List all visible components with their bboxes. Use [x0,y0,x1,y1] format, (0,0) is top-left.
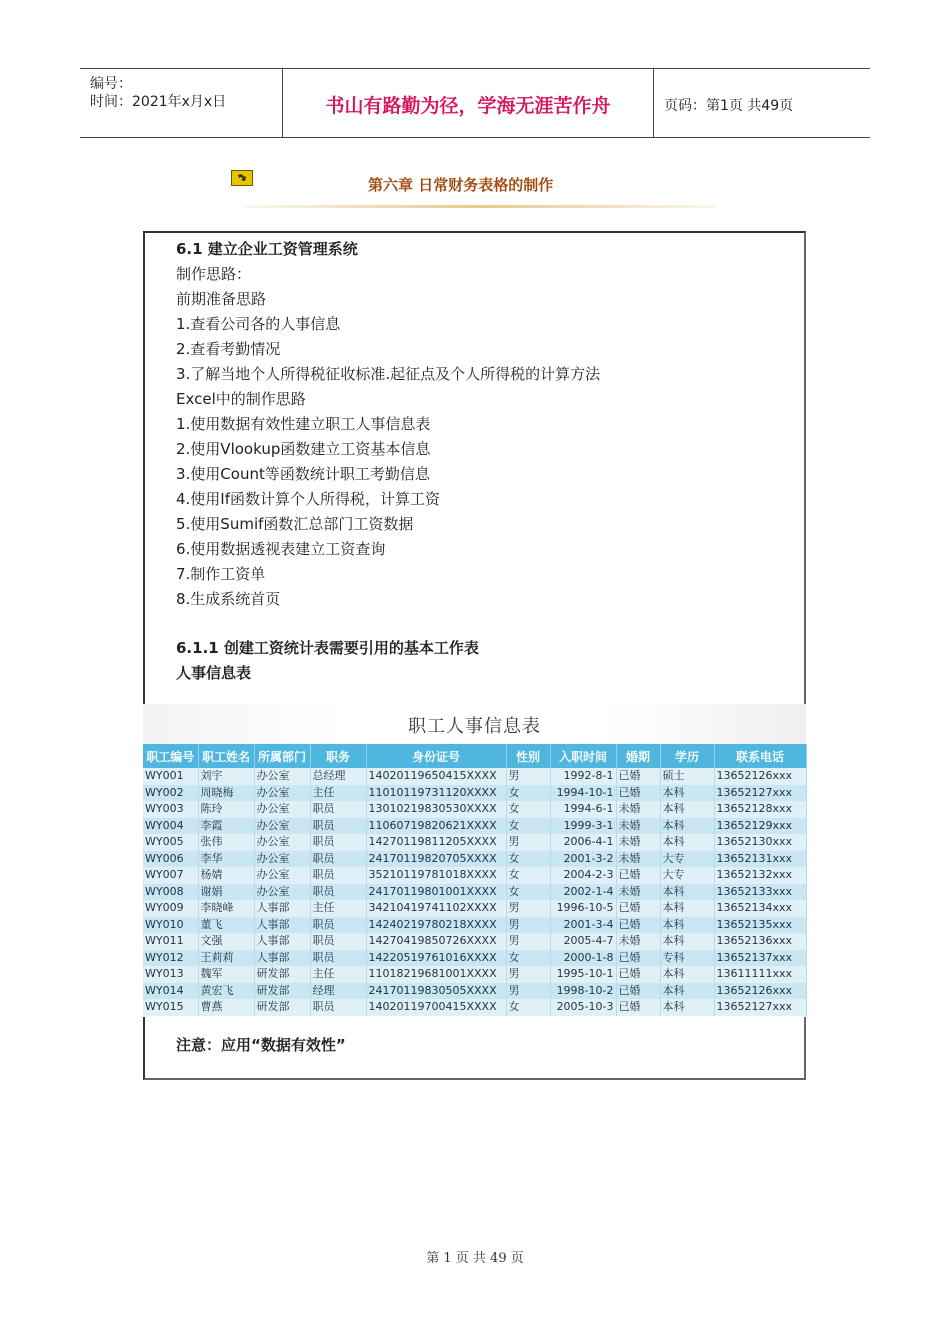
table-cell: 专科 [660,950,714,967]
table-cell: 办公室 [254,785,310,802]
section-title: 6.1 建立企业工资管理系统 [176,240,358,258]
table-cell: 本科 [660,917,714,934]
table-cell: 1994-10-1 [550,785,616,802]
column-header: 联系电话 [714,744,806,768]
table-cell: 2002-1-4 [550,884,616,901]
table-cell: 1999-3-1 [550,818,616,835]
table-cell: 办公室 [254,818,310,835]
table-cell: 13652128xxx [714,801,806,818]
document-time-label: 时间：2021年x月x日 [90,94,227,110]
table-cell: 未婚 [616,834,660,851]
table-cell: 研发部 [254,999,310,1016]
table-row [143,884,806,901]
table-cell: 14240219780218XXXX [366,917,506,934]
table-cell: 11060719820621XXXX [366,818,506,835]
table-cell: 13652137xxx [714,950,806,967]
table-cell: 14220519761016XXXX [366,950,506,967]
table-cell: 2005-10-3 [550,999,616,1016]
table-cell: 13652132xxx [714,867,806,884]
table-cell: 人事部 [254,917,310,934]
table-row [143,900,806,917]
table-cell: WY001 [143,768,198,785]
header-meta-cell [80,69,283,137]
table-cell: WY007 [143,867,198,884]
table-cell: 13652133xxx [714,884,806,901]
table-cell: 已婚 [616,983,660,1000]
content-line: 1.查看公司各的人事信息 [176,315,341,333]
table-cell: 男 [506,900,550,917]
table-cell: 曹燕 [198,999,254,1016]
table-cell: 本科 [660,801,714,818]
content-line: 1.使用数据有效性建立职工人事信息表 [176,415,431,433]
table-cell: 14020119700415XXXX [366,999,506,1016]
table-cell: WY014 [143,983,198,1000]
table-cell: 男 [506,966,550,983]
table-cell: 已婚 [616,768,660,785]
table-cell: 女 [506,999,550,1016]
table-cell: 职员 [310,867,366,884]
table-row [143,966,806,983]
document-number-label: 编号： [90,76,132,92]
table-cell: 职员 [310,801,366,818]
table-cell: 黄宏飞 [198,983,254,1000]
table-cell: 13652136xxx [714,933,806,950]
table-cell: 职员 [310,999,366,1016]
sheet-title: 职工人事信息表 [408,716,541,737]
table-cell: 男 [506,768,550,785]
table-cell: 本科 [660,999,714,1016]
table-cell: 已婚 [616,966,660,983]
table-row [143,933,806,950]
content-line: 6.使用数据透视表建立工资查询 [176,540,386,558]
table-cell: 2001-3-4 [550,917,616,934]
table-cell: 24170119820705XXXX [366,851,506,868]
employee-info-table [143,744,807,1016]
table-cell: 已婚 [616,785,660,802]
table-row [143,851,806,868]
table-cell: 24170119801001XXXX [366,884,506,901]
table-cell: WY009 [143,900,198,917]
content-line: 7.制作工资单 [176,565,266,583]
table-cell: 人事部 [254,933,310,950]
table-cell: 办公室 [254,768,310,785]
table-cell: 13611111xxx [714,966,806,983]
table-cell: 女 [506,884,550,901]
table-cell: 本科 [660,785,714,802]
table-cell: 主任 [310,785,366,802]
table-header-row [143,744,806,768]
table-cell: 本科 [660,834,714,851]
table-cell: 硕士 [660,768,714,785]
table-cell: 经理 [310,983,366,1000]
content-line: 2.查看考勤情况 [176,340,281,358]
note-text: 注意：应用“数据有效性” [176,1036,346,1054]
table-cell: 职员 [310,834,366,851]
table-cell: 2006-4-1 [550,834,616,851]
table-cell: WY015 [143,999,198,1016]
table-cell: 2000-1-8 [550,950,616,967]
table-cell: 职员 [310,950,366,967]
table-cell: 13652135xxx [714,917,806,934]
table-cell: 办公室 [254,884,310,901]
table-cell: 13652130xxx [714,834,806,851]
table-cell: 本科 [660,983,714,1000]
table-cell: 未婚 [616,818,660,835]
content-line: 前期准备思路 [176,290,267,308]
content-line: 3.了解当地个人所得税征收标准.起征点及个人所得税的计算方法 [176,365,601,383]
header-page-code: 页码：第1页 共49页 [664,98,794,114]
table-cell: WY008 [143,884,198,901]
column-header: 入职时间 [550,744,616,768]
subsection-title: 6.1.1 创建工资统计表需要引用的基本工作表 [176,639,479,657]
table-cell: 已婚 [616,900,660,917]
table-cell: 李霞 [198,818,254,835]
table-cell: 大专 [660,867,714,884]
table-cell: 办公室 [254,801,310,818]
table-row [143,801,806,818]
table-cell: 职员 [310,933,366,950]
content-line: 3.使用Count等函数统计职工考勤信息 [176,465,430,483]
table-cell: WY003 [143,801,198,818]
table-row [143,867,806,884]
table-cell: 1998-10-2 [550,983,616,1000]
sheet-title-band [143,704,806,744]
table-cell: WY013 [143,966,198,983]
content-line: 2.使用Vlookup函数建立工资基本信息 [176,440,431,458]
table-cell: 谢娟 [198,884,254,901]
column-header: 身份证号 [366,744,506,768]
content-line: 5.使用Sumif函数汇总部门工资数据 [176,515,414,533]
table-row [143,983,806,1000]
table-cell: 刘宇 [198,768,254,785]
table-cell: 未婚 [616,851,660,868]
table-cell: 主任 [310,966,366,983]
table-cell: 13652131xxx [714,851,806,868]
page-footer: 第 1 页 共 49 页 [426,1251,524,1266]
table-cell: 男 [506,834,550,851]
table-row [143,785,806,802]
table-cell: 人事部 [254,900,310,917]
table-row [143,950,806,967]
table-row [143,818,806,835]
table-cell: 办公室 [254,851,310,868]
table-cell: 2004-2-3 [550,867,616,884]
table-cell: 张伟 [198,834,254,851]
table-cell: 本科 [660,933,714,950]
table-cell: 王莉莉 [198,950,254,967]
chapter-title: 第六章 日常财务表格的制作 [368,176,554,194]
table-cell: 已婚 [616,999,660,1016]
table-cell: 本科 [660,900,714,917]
table-cell: 35210119781018XXXX [366,867,506,884]
content-line: 4.使用If函数计算个人所得税，计算工资 [176,490,441,508]
table-cell: 女 [506,801,550,818]
table-cell: 已婚 [616,950,660,967]
table-body [143,768,806,1016]
chapter-divider [246,205,716,208]
table-row [143,768,806,785]
column-header: 性别 [506,744,550,768]
table-cell: 未婚 [616,801,660,818]
table-cell: 13652127xxx [714,999,806,1016]
table-cell: 女 [506,818,550,835]
table-cell: 13652126xxx [714,768,806,785]
table-cell: 13652126xxx [714,983,806,1000]
table-cell: 14270119811205XXXX [366,834,506,851]
table-cell: 职员 [310,851,366,868]
table-cell: 女 [506,785,550,802]
table-cell: 女 [506,851,550,868]
table-cell: 男 [506,933,550,950]
table-cell: 13652129xxx [714,818,806,835]
column-header: 婚期 [616,744,660,768]
table-cell: 13652127xxx [714,785,806,802]
table-cell: 本科 [660,818,714,835]
table-cell: 13010219830530XXXX [366,801,506,818]
table-cell: 总经理 [310,768,366,785]
table-cell: 14020119650415XXXX [366,768,506,785]
table-cell: 研发部 [254,966,310,983]
column-header: 学历 [660,744,714,768]
table-cell: 未婚 [616,933,660,950]
table-cell: 男 [506,983,550,1000]
column-header: 职务 [310,744,366,768]
table-cell: 董飞 [198,917,254,934]
table-cell: 办公室 [254,867,310,884]
table-cell: WY004 [143,818,198,835]
table-cell: 大专 [660,851,714,868]
table-cell: 文强 [198,933,254,950]
table-cell: 1996-10-5 [550,900,616,917]
table-cell: 本科 [660,966,714,983]
table-cell: WY010 [143,917,198,934]
table-row [143,999,806,1016]
column-header: 职工编号 [143,744,198,768]
table-cell: 女 [506,867,550,884]
table-cell: 13652134xxx [714,900,806,917]
table-cell: 陈玲 [198,801,254,818]
column-header: 职工姓名 [198,744,254,768]
chapter-arrow-icon [231,170,253,186]
table-cell: 2001-3-2 [550,851,616,868]
table-cell: 人事部 [254,950,310,967]
content-line: Excel中的制作思路 [176,390,306,408]
header-motto-cell [283,69,654,137]
table-cell: 已婚 [616,867,660,884]
table-cell: WY011 [143,933,198,950]
table-cell: 职员 [310,884,366,901]
table-cell: 2005-4-7 [550,933,616,950]
table-cell: 研发部 [254,983,310,1000]
page-header [80,68,870,138]
table-cell: WY012 [143,950,198,967]
table-cell: 女 [506,950,550,967]
table-cell: 11010119731120XXXX [366,785,506,802]
table-cell: 办公室 [254,834,310,851]
table-cell: 已婚 [616,917,660,934]
table-cell: 李晓峰 [198,900,254,917]
table-cell: 杨婧 [198,867,254,884]
table-cell: 职员 [310,917,366,934]
table-cell: WY005 [143,834,198,851]
table-cell: WY002 [143,785,198,802]
table-cell: 11018219681001XXXX [366,966,506,983]
table-cell: 1992-8-1 [550,768,616,785]
table-row [143,834,806,851]
table-cell: 14270419850726XXXX [366,933,506,950]
employee-sheet-image [143,704,806,1017]
table-caption: 人事信息表 [176,664,252,682]
content-line: 制作思路： [176,265,252,283]
header-page-cell [654,69,870,137]
table-cell: 职员 [310,818,366,835]
table-cell: 本科 [660,884,714,901]
header-motto: 书山有路勤为径，学海无涯苦作舟 [325,95,611,117]
table-cell: 未婚 [616,884,660,901]
column-header: 所属部门 [254,744,310,768]
table-cell: 李华 [198,851,254,868]
content-line: 8.生成系统首页 [176,590,281,608]
table-cell: WY006 [143,851,198,868]
table-cell: 魏军 [198,966,254,983]
table-cell: 1995-10-1 [550,966,616,983]
table-cell: 主任 [310,900,366,917]
table-cell: 34210419741102XXXX [366,900,506,917]
table-cell: 男 [506,917,550,934]
table-cell: 1994-6-1 [550,801,616,818]
table-cell: 24170119830505XXXX [366,983,506,1000]
table-cell: 周晓梅 [198,785,254,802]
table-row [143,917,806,934]
